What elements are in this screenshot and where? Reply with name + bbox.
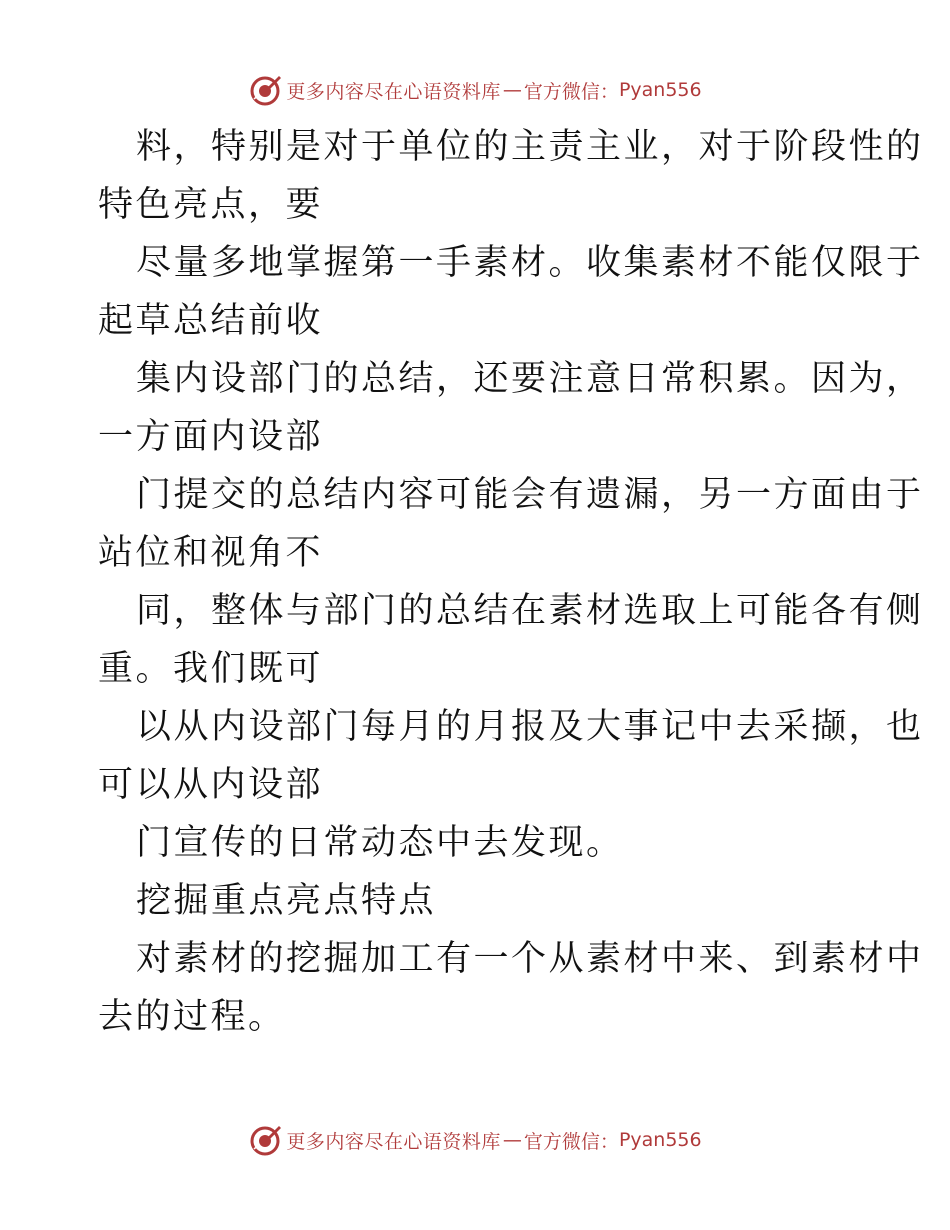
watermark-wechat-label: 官方微信： <box>523 80 619 103</box>
text-line: 特色亮点，要 <box>98 185 324 225</box>
text-line: 尽量多地掌握第一手素材。收集素材不能仅限于 <box>136 243 924 283</box>
header-watermark <box>0 70 950 110</box>
text-line: 站位和视角不 <box>98 533 324 573</box>
text-line: 对素材的挖掘加工有一个从素材中来、到素材中 <box>136 939 924 979</box>
text-line: 集内设部门的总结，还要注意日常积累。因为， <box>136 359 924 399</box>
pen-circle-logo-icon <box>248 73 282 107</box>
watermark-site-text: 更多内容尽在心语资料库 <box>286 1130 501 1153</box>
watermark-separator: — <box>502 79 522 101</box>
text-line: 起草总结前收 <box>98 301 324 341</box>
footer-watermark <box>0 1120 950 1160</box>
watermark-separator: — <box>502 1129 522 1151</box>
watermark-wechat-id: Pyan556 <box>618 79 702 101</box>
watermark-site-text: 更多内容尽在心语资料库 <box>286 80 501 103</box>
text-line: 一方面内设部 <box>98 417 324 457</box>
text-line: 重。我们既可 <box>98 649 324 689</box>
text-line: 同，整体与部门的总结在素材选取上可能各有侧 <box>136 591 924 631</box>
text-line: 可以从内设部 <box>98 765 324 805</box>
text-line: 门宣传的日常动态中去发现。 <box>136 823 624 863</box>
document-body <box>98 118 924 1046</box>
text-line: 去的过程。 <box>98 997 286 1037</box>
text-line: 料，特别是对于单位的主责主业，对于阶段性的 <box>136 127 924 167</box>
text-line: 门提交的总结内容可能会有遗漏，另一方面由于 <box>136 475 924 515</box>
watermark-wechat-label: 官方微信： <box>523 1130 619 1153</box>
text-line: 以从内设部门每月的月报及大事记中去采撷，也 <box>136 707 924 747</box>
pen-circle-logo-icon <box>248 1123 282 1157</box>
watermark-wechat-id: Pyan556 <box>618 1129 702 1151</box>
section-heading: 挖掘重点亮点特点 <box>136 881 437 921</box>
